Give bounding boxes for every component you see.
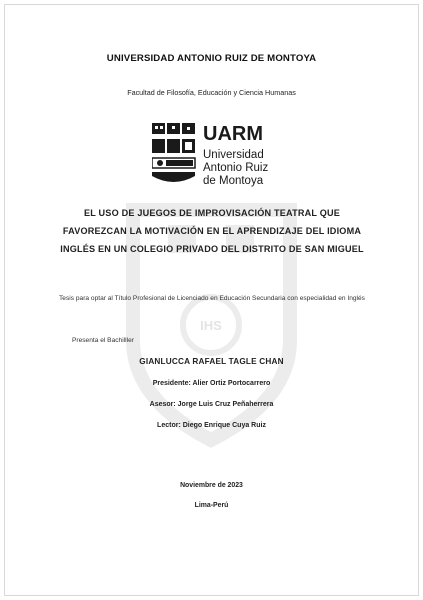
date-line: Noviembre de 2023	[180, 482, 243, 489]
place-line: Lima-Perú	[194, 502, 229, 509]
watermark-text: IHS	[200, 318, 222, 333]
logo-acronym: UARM	[203, 123, 263, 145]
logo-name-line3: de Montoya	[203, 175, 264, 187]
thesis-purpose: Tesis para optar al Título Profesional de Licenciado en Educación Secundaria con especialidad en Inglés	[59, 295, 365, 302]
reader-line: Lector: Diego Enrique Cuya Ruiz	[157, 422, 266, 429]
logo-name-line2: Antonio Ruiz	[203, 162, 269, 174]
logo-name-line1: Universidad	[203, 149, 264, 161]
thesis-title: EL USO DE JUEGOS DE IMPROVISACIÓN TEATRAL QUE FAVOREZCAN LA MOTIVACIÓN EN EL APRENDIZAJE DEL IDIOMA INGLÉS EN UN COLEGIO PRIVADO DEL DISTRITO DE SAN MIGUEL	[60, 208, 364, 254]
university-name: UNIVERSIDAD ANTONIO RUIZ DE MONTOYA	[106, 53, 317, 64]
author-name: GIANLUCCA RAFAEL TAGLE CHAN	[139, 357, 284, 366]
faculty-name: Facultad de Filosofía, Educación y Ciencia Humanas	[127, 88, 296, 97]
president-line: Presidente: Alier Ortiz Portocarrero	[152, 380, 271, 387]
presents-label: Presenta el Bachilller	[72, 337, 134, 344]
shield-icon	[152, 123, 195, 182]
uarm-logo	[152, 120, 302, 190]
advisor-line: Asesor: Jorge Luis Cruz Peñaherrera	[149, 401, 274, 408]
